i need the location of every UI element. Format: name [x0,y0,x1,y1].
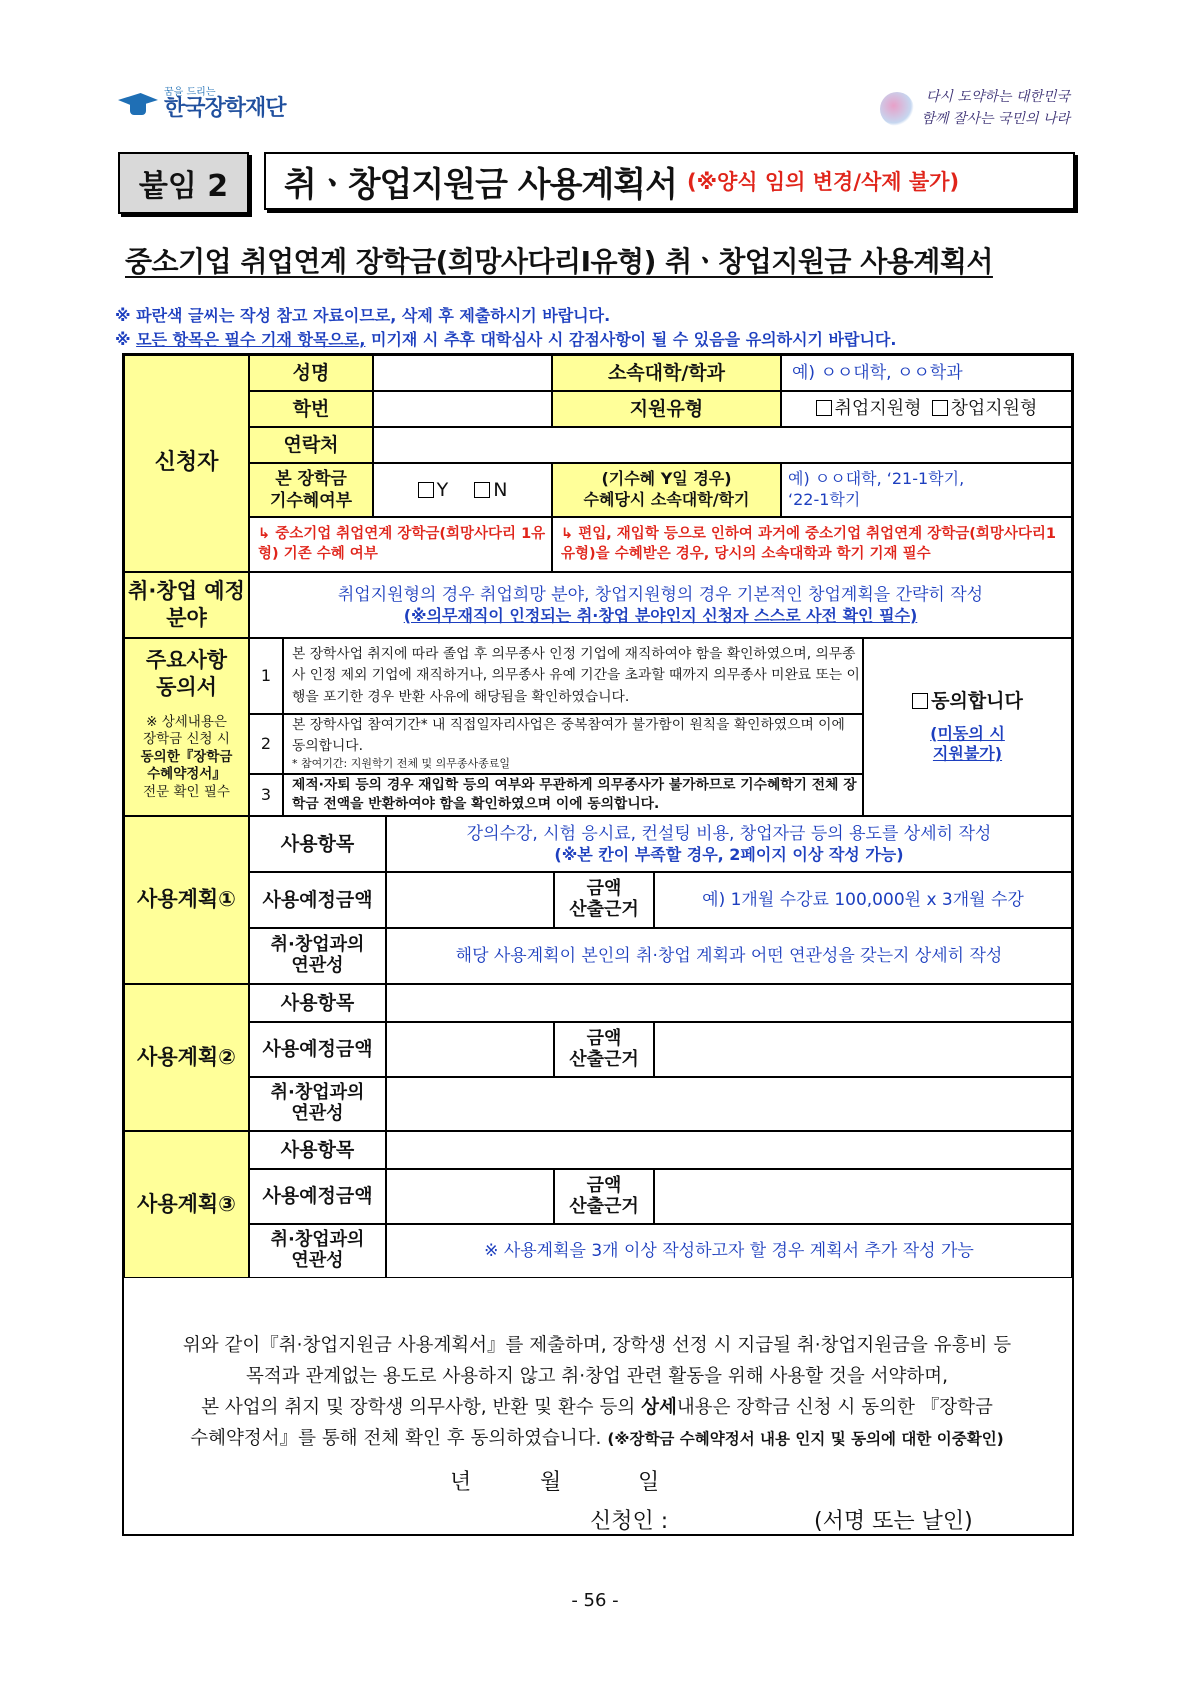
received-label-line2: 기수혜여부 [269,491,353,511]
name-field[interactable] [373,355,552,391]
received-red-note: ↳ 중소기업 취업연계 장학금(희망사다리 1유형) 기존 수혜 여부 [249,517,552,572]
option-employment[interactable] [816,397,922,420]
agree-checkbox[interactable] [912,689,1023,714]
plan-2-relevance-label-1: 취·창업과의 [270,1082,365,1104]
plan-1-amount-field[interactable] [386,872,554,928]
applicant-signature-label[interactable]: 신청인 : [590,1509,669,1534]
pledge-line-3a: 본 사업의 취지 및 장학생 의무사항, 반환 및 환수 등의 [201,1397,642,1418]
plan-1-basis-label-2: 산출근거 [569,899,639,920]
previous-univ-label-line2: 수혜당시 소속대학/학기 [583,490,750,509]
plan-3-label: 사용계획③ [124,1131,249,1278]
student-id-field[interactable] [373,391,552,427]
university-field[interactable]: 예) ㅇㅇ대학, ㅇㅇ학과 [781,355,1072,391]
field-guide-bold: (※의무재직이 인정되는 취·창업 분야인지 신청자 스스로 사전 확인 필수) [403,605,918,625]
signature-note: (서명 또는 날인) [814,1509,973,1534]
note-required [115,327,896,350]
attachment-badge: 붙임 2 [118,152,249,214]
note-mark: ※ [115,330,137,349]
checkbox-icon [932,400,948,416]
plan-3-relevance-label [249,1224,386,1278]
disagree-note-2: 지원불가) [932,744,1003,764]
consent-label-cell [124,638,249,816]
title-box [264,152,1075,210]
contact-label: 연락처 [249,427,373,463]
date-day[interactable]: 일 [638,1470,660,1495]
student-id-label: 학번 [249,391,373,427]
plan-2-basis-label [554,1022,654,1077]
checkbox-icon [418,482,434,498]
pledge-line-4 [132,1423,1062,1455]
logo-tagline: 꿈을 드리는 [164,87,216,98]
plan-1-relevance-label [249,928,386,984]
option-startup[interactable] [932,397,1038,420]
name-label: 성명 [249,355,373,391]
pledge-line-1: 위와 같이『취·창업지원금 사용계획서』를 제출하며, 장학생 선정 시 지급될 취·창업지원금을 유흥비 등 [182,1335,1012,1356]
consent-note-1: ※ 상세내용은 [146,713,227,730]
pledge-line-4a: 수혜약정서』를 통해 전체 확인 후 동의하였습니다. [190,1428,608,1449]
plan-1-item-field[interactable] [386,816,1072,872]
plan-2-amount-label: 사용예정금액 [249,1022,386,1077]
date-month[interactable]: 월 [540,1470,562,1495]
consent-note-2: 장학금 신청 시 [143,731,230,748]
consent-item-number: 2 [249,714,283,774]
slogan-emblem-icon [880,92,914,126]
previous-univ-red-note: ↳ 편입, 재입학 등으로 인하여 과거에 중소기업 취업연계 장학금(희망사다리1유형)을 수혜받은 경우, 당시의 소속대학과 학기 기재 필수 [552,517,1072,572]
note-blue-text: ※ 파란색 글씨는 작성 참고 자료이므로, 삭제 후 제출하시기 바랍니다. [115,306,611,325]
plan-3-item-label: 사용항목 [249,1131,386,1169]
previous-univ-label [552,463,781,517]
field-input[interactable] [249,572,1072,638]
title-note: (※양식 임의 변경/삭제 불가) [686,170,960,194]
pledge-section [122,1318,1074,1536]
plan-3-basis-field[interactable] [654,1169,1072,1224]
plan-2-label: 사용계획② [124,984,249,1131]
previous-univ-field[interactable] [781,463,1072,517]
plan-3-amount-label: 사용예정금액 [249,1169,386,1224]
plan-2-basis-label-1: 금액 [586,1027,622,1049]
disagree-note-1: (미동의 시 [930,723,1005,743]
consent-agree-cell [863,638,1072,816]
agree-label: 동의합니다 [931,689,1023,712]
plan-3-relevance-field[interactable]: ※ 사용계획을 3개 이상 작성하고자 할 경우 계획서 추가 작성 가능 [386,1224,1072,1278]
consent-note-3: 동의한『장학금 [140,748,233,765]
option-employment-label: 취업지원형 [834,398,922,420]
page-number: - 56 - [571,1590,619,1611]
no-label: N [493,478,508,501]
plan-1-basis-label [554,872,654,928]
pledge-text [132,1330,1062,1455]
support-type-options [781,391,1072,427]
plan-2-amount-field[interactable] [386,1022,554,1077]
graduation-cap-icon [118,89,158,119]
note-underlined: 모든 항목은 필수 기재 항목으로, [136,330,366,349]
pledge-line-4b: (※장학금 수혜약정서 내용 인지 및 동의에 대한 이중확인) [607,1430,1004,1448]
consent-item-text [283,714,863,774]
received-no[interactable] [474,478,507,503]
plan-1-label: 사용계획① [124,816,249,984]
plan-2-basis-label-2: 산출근거 [569,1048,639,1070]
consent-item-number: 1 [249,638,283,714]
field-label: 취·창업 예정분야 [124,572,249,638]
received-yn [373,463,552,517]
plan-3-basis-label-2: 산출근거 [569,1195,639,1217]
university-label: 소속대학/학과 [552,355,781,391]
plan-1-amount-label: 사용예정금액 [249,872,386,928]
previous-univ-example-1: 예) ㅇㅇ대학, ‘21-1학기, [788,469,965,489]
plan-2-relevance-label-2: 연관성 [291,1103,344,1124]
consent-item-2-text: 본 장학사업 참여기간* 내 직접일자리사업은 중복참여가 불가함이 원칙을 확인하였으며 이에 동의합니다. [292,717,845,754]
plan-2-item-field[interactable] [386,984,1072,1022]
slogan-line-2: 함께 잘사는 국민의 나라 [921,111,1070,127]
plan-1-basis-field[interactable]: 예) 1개월 수강료 100,000원 x 3개월 수강 [654,872,1072,928]
plan-1-basis-label-1: 금액 [586,878,622,900]
note-rest: 미기재 시 추후 대학심사 시 감점사항이 될 수 있음을 유의하시기 바랍니다. [365,330,897,349]
pledge-line-3c: 내용은 장학금 신청 시 동의한 『장학금 [676,1397,993,1418]
plan-1-relevance-label-1: 취·창업과의 [270,934,365,956]
plan-3-basis-label-1: 금액 [586,1174,622,1196]
kosaf-logo [118,88,286,120]
previous-univ-label-line1: (기수혜 Y일 경우) [601,469,732,489]
consent-note-5: 전문 확인 필수 [143,783,230,800]
page-title: 취ㆍ창업지원금 사용계획서 [284,164,677,205]
plan-1-item-guide: 강의수강, 시험 응시료, 컨설팅 비용, 창업자금 등의 용도를 상세히 작성 [466,823,992,844]
option-startup-label: 창업지원형 [950,398,1038,420]
plan-1-item-guide-bold: (※본 칸이 부족할 경우, 2페이지 이상 작성 가능) [554,844,904,864]
field-guide: 취업지원형의 경우 취업희망 분야, 창업지원형의 경우 기본적인 창업계획을 간략히 작성 [337,584,984,605]
applicant-section-label: 신청자 [124,355,249,572]
consent-label: 주요사항 동의서 [145,648,228,700]
received-label-line1: 본 장학금 [275,468,347,489]
form-subtitle: 중소기업 취업연계 장학금(희망사다리Ⅰ유형) 취ㆍ창업지원금 사용계획서 [125,245,993,278]
plan-3-amount-field[interactable] [386,1169,554,1224]
slogan-line-1: 다시 도약하는 대한민국 [925,89,1070,105]
received-yes[interactable] [418,478,449,503]
government-slogan [880,86,1070,132]
plan-3-relevance-label-2: 연관성 [291,1250,344,1271]
date-year[interactable]: 년 [450,1470,472,1495]
plan-3-item-field[interactable] [386,1131,1072,1169]
pledge-line-2: 목적과 관계없는 용도로 사용하지 않고 취·창업 관련 활동을 위해 사용할 것을 서약하며, [246,1366,948,1387]
yes-label: Y [436,478,449,501]
consent-note-4: 수혜약정서』 [147,766,226,783]
plan-1-relevance-label-2: 연관성 [291,955,344,976]
checkbox-icon [912,693,928,709]
consent-item-2-footnote: * 참여기간: 지원학기 전체 및 의무종사종료일 [292,757,510,771]
plan-1-item-label: 사용항목 [249,816,386,872]
pledge-line-3 [132,1392,1062,1423]
logo-name: 한국장학재단 [164,96,286,121]
plan-2-item-label: 사용항목 [249,984,386,1022]
support-type-label: 지원유형 [552,391,781,427]
checkbox-icon [816,400,832,416]
consent-item-text: 본 장학사업 취지에 따라 졸업 후 의무종사 인정 기업에 재직하여야 함을 확인하였으며, 의무종사 인정 제외 기업에 재직하거나, 의무종사 유예 기간을 초과할 때까지 의무종사 미완료 또는 이행을 포기한 경우 반환 사유에 해당됨을 확인하였습니다. [283,638,863,714]
consent-item-number: 3 [249,774,283,816]
pledge-line-3b: 상세 [641,1397,677,1418]
plan-2-basis-field[interactable] [654,1022,1072,1077]
plan-3-relevance-label-1: 취·창업과의 [270,1229,365,1251]
checkbox-icon [474,482,490,498]
plan-3-basis-label [554,1169,654,1224]
contact-field[interactable] [373,427,1072,463]
plan-2-relevance-field[interactable] [386,1077,1072,1131]
previous-univ-example-2: ‘22-1학기 [788,490,861,509]
received-label [249,463,373,517]
consent-item-text: 제적·자퇴 등의 경우 재입학 등의 여부와 무관하게 의무종사가 불가하므로 기수혜학기 전체 장학금 전액을 반환하여야 함을 확인하였으며 이에 동의합니다. [283,774,863,816]
plan-1-relevance-field[interactable]: 해당 사용계획이 본인의 취·창업 계획과 어떤 연관성을 갖는지 상세히 작성 [386,928,1072,984]
plan-2-relevance-label [249,1077,386,1131]
